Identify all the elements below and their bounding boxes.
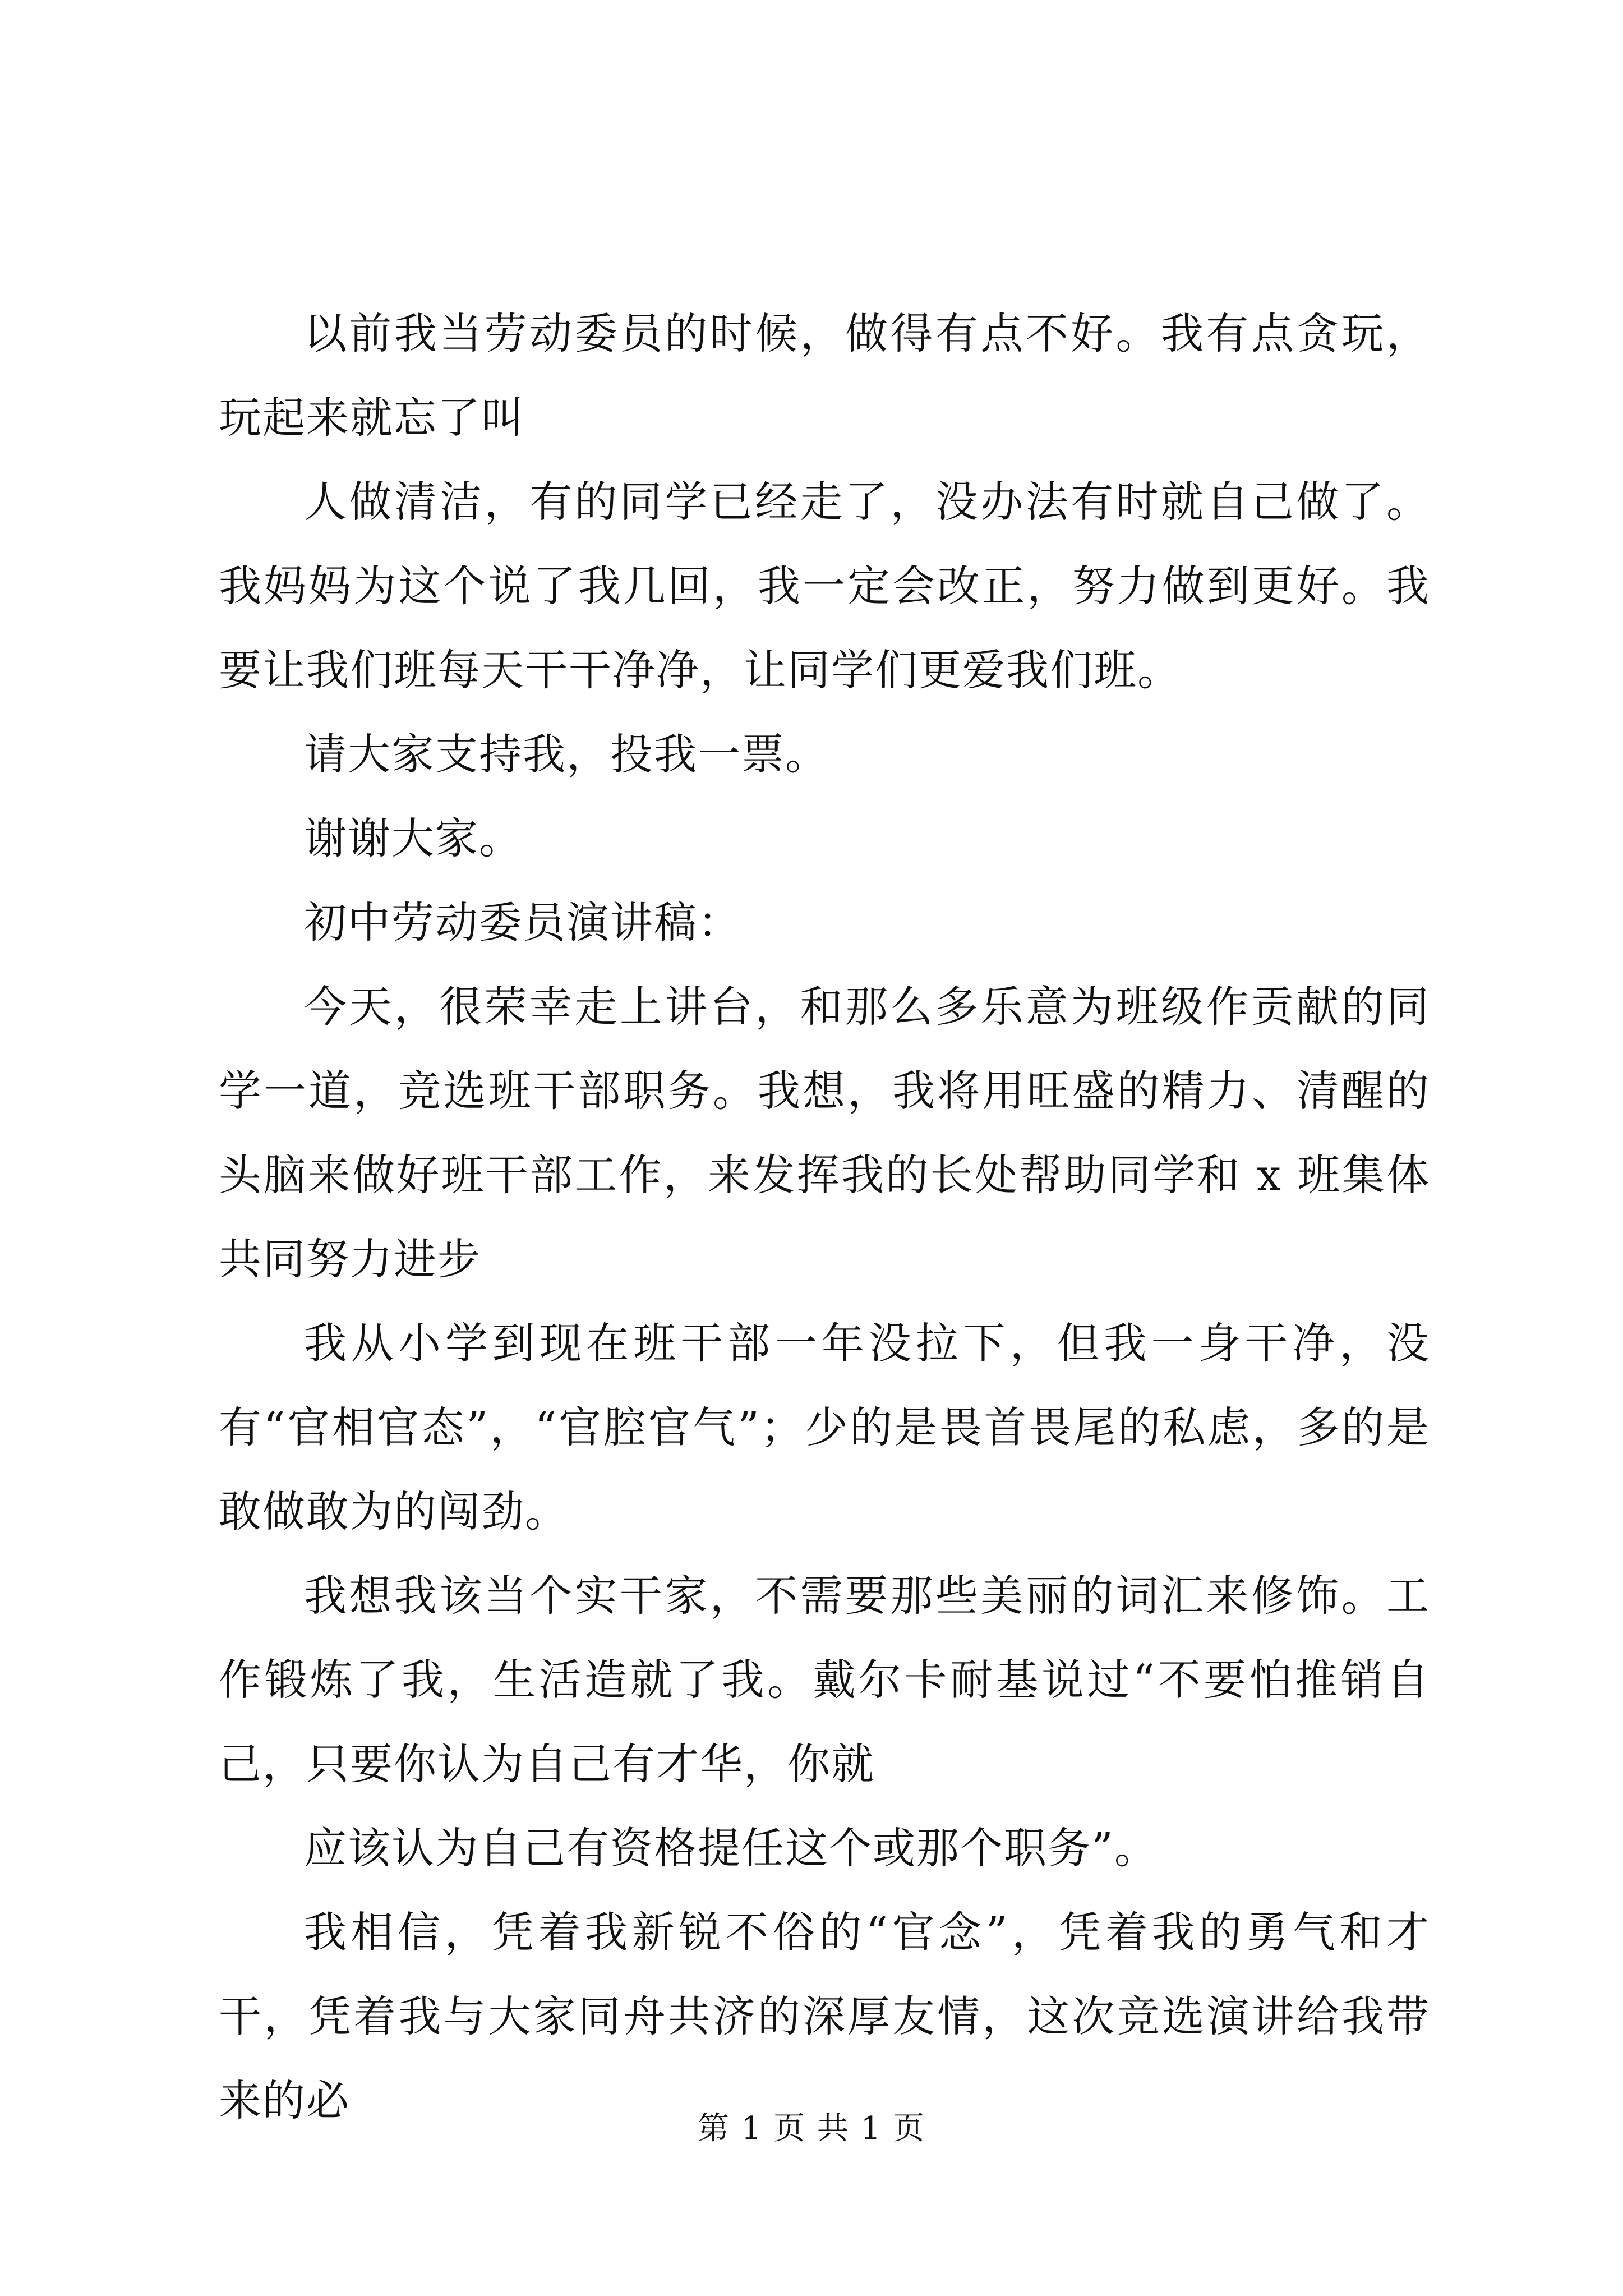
paragraph: 我想我该当个实干家，不需要那些美丽的词汇来修饰。工作锻炼了我，生活造就了我。戴尔卡耐基说过“不要怕推销自己，只要你认为自己有才华，你就 (219, 1571, 1430, 1789)
document-body (219, 292, 1430, 2143)
paragraph: 谢谢大家。 (304, 813, 523, 863)
paragraph: 今天，很荣幸走上讲台，和那么多乐意为班级作贡献的同学一道，竞选班干部职务。我想，我将用旺盛的精力、清醒的头脑来做好班干部工作，来发挥我的长处帮助同学和 x 班集体共同努力进步 (219, 982, 1430, 1284)
paragraph: 我相信，凭着我新锐不俗的“官念”，凭着我的勇气和才干，凭着我与大家同舟共济的深厚友情，这次竞选演讲给我带来的必 (219, 1907, 1430, 2125)
paragraph: 以前我当劳动委员的时候，做得有点不好。我有点贪玩，玩起来就忘了叫 (219, 309, 1430, 443)
paragraph: 应该认为自己有资格提任这个或那个职务”。 (304, 1823, 1158, 1873)
page-footer: 第 1 页 共 1 页 (697, 2110, 926, 2147)
paragraph: 初中劳动委员演讲稿： (304, 898, 741, 947)
paragraph: 人做清洁，有的同学已经走了，没办法有时就自己做了。我妈妈为这个说了我几回，我一定会改正，努力做到更好。我要让我们班每天干干净净，让同学们更爱我们班。 (219, 477, 1430, 695)
paragraph: 请大家支持我，投我一票。 (304, 729, 829, 779)
paragraph: 我从小学到现在班干部一年没拉下，但我一身干净，没有“官相官态”，“官腔官气”；少的是畏首畏尾的私虑，多的是敢做敢为的闯劲。 (219, 1318, 1430, 1536)
